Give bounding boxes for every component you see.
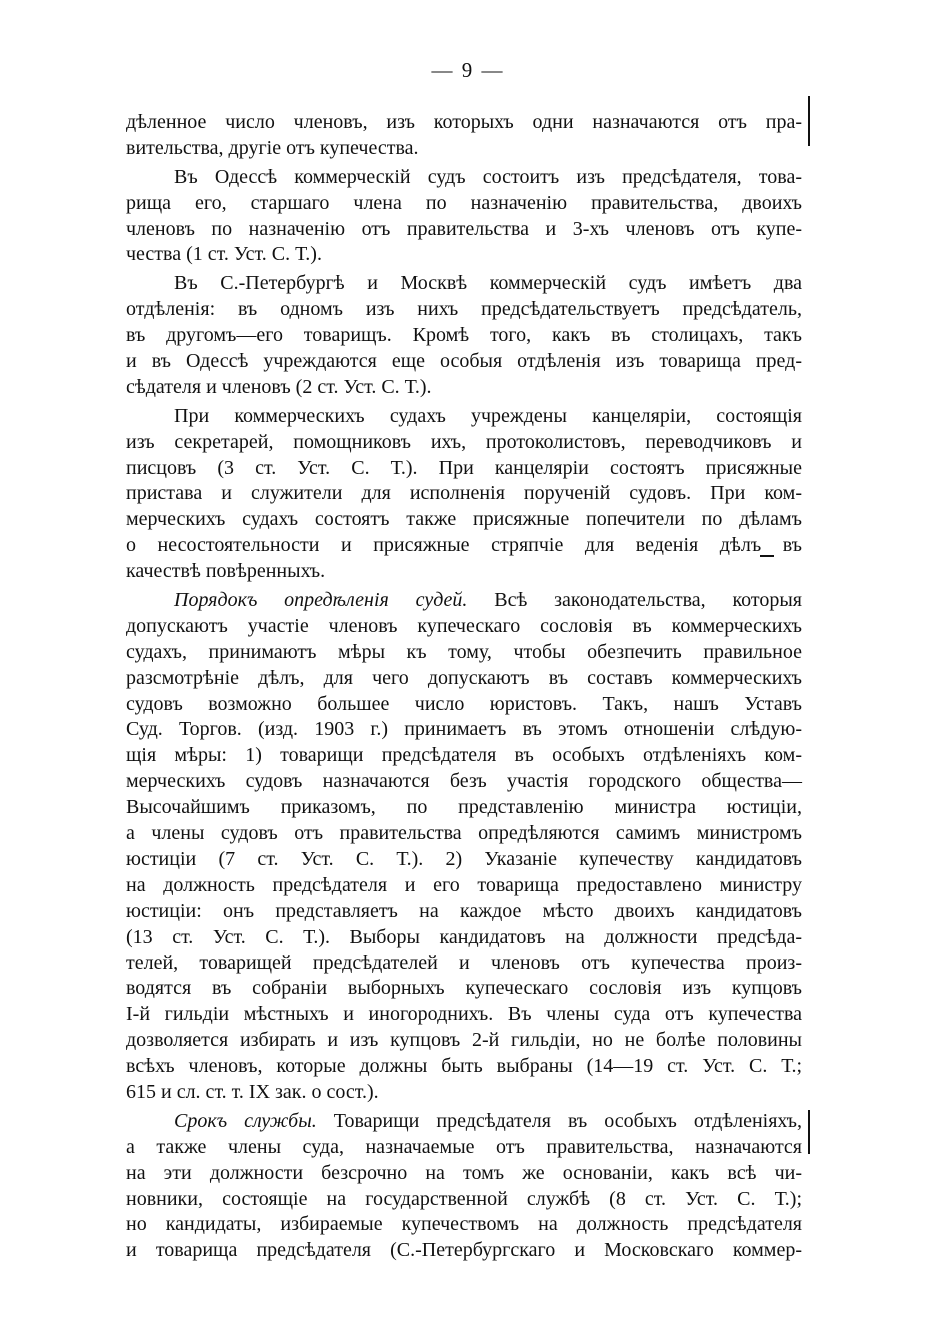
text-line: I-й гильдіи мѣстныхъ и иногороднихъ. Въ члены суда отъ купечества xyxy=(126,1003,802,1026)
paragraph-continuation xyxy=(126,110,802,162)
text-line: чества (1 ст. Уст. С. Т.). xyxy=(126,243,322,266)
margin-mark-top xyxy=(808,96,810,146)
text-line: о несостоятельности и присяжные стряпчіе для веденія дѣлъ въ xyxy=(126,534,802,557)
text-line: членовъ по назначенію отъ правительства и 3-хъ членовъ отъ купе- xyxy=(126,217,802,240)
paragraph-term-of-service xyxy=(126,1109,802,1264)
text-line: качествѣ повѣренныхъ. xyxy=(126,560,326,583)
text-line: а члены судовъ отъ правительства опредѣляются самимъ министромъ xyxy=(126,822,802,845)
text-line: Высочайшимъ приказомъ, по представленію министра юстиціи, xyxy=(126,796,802,819)
text-line: мерческихъ судовъ назначаются безъ участія городского общества— xyxy=(126,770,802,793)
text-line: юстиціи: онъ представляетъ на каждое мѣсто двоихъ кандидатовъ xyxy=(126,899,802,922)
text-line: Суд. Торгов. (изд. 1903 г.) принимаетъ въ этомъ отношеніи слѣдую- xyxy=(126,718,802,741)
text-line: а также члены суда, назначаемые отъ правительства, назначаются xyxy=(126,1135,802,1158)
text-line: рища его, старшаго члена по назначенію правительства, двоихъ xyxy=(126,191,802,214)
text-line: дозволяется избирать и изъ купцовъ 2-й гильдіи, но не болѣе половины xyxy=(126,1029,802,1052)
margin-mark-bottom xyxy=(808,1110,810,1154)
text-line: изъ секретарей, помощниковъ ихъ, протоколистовъ, переводчиковъ и xyxy=(126,430,802,453)
text-line: пристава и служители для исполненія порученій судовъ. При ком- xyxy=(126,482,802,505)
page-number: — 9 — xyxy=(431,58,505,82)
text-line: разсмотрѣніе дѣлъ, для чего допускаютъ въ составъ коммерческихъ xyxy=(126,666,802,689)
text-line: и товарища предсѣдателя (С.-Петербургскаго и Московскаго коммер- xyxy=(126,1239,802,1262)
text-line: Въ Одессѣ коммерческій судъ состоитъ изъ предсѣдателя, това- xyxy=(174,165,802,188)
text-line: Порядокъ опредѣленія судей. Всѣ законодательства, которыя xyxy=(174,589,802,612)
text-line: и въ Одессѣ учреждаются еще особыя отдѣленія изъ товарища пред- xyxy=(126,350,802,373)
text-line: телей, товарищей предсѣдателей и членовъ отъ купечества произ- xyxy=(126,951,802,974)
paragraph-capitals xyxy=(126,271,802,400)
text-line: на должность предсѣдателя и его товарища предоставлено министру xyxy=(126,873,802,896)
text-line: вительства, другіе отъ купечества. xyxy=(126,136,419,159)
text-line: судахъ, принимаютъ мѣры къ тому, чтобы обезпечить правильное xyxy=(126,640,802,663)
text-line: судовъ возможно большее число юристовъ. Такъ, нашъ Уставъ xyxy=(126,692,802,715)
paragraph-odessa xyxy=(126,165,802,269)
section-heading: Порядокъ опредѣленія судей. xyxy=(174,589,468,612)
text-line: юстиціи (7 ст. Уст. С. Т.). 2) Указаніе купечеству кандидатовъ xyxy=(126,847,802,870)
text-line: (13 ст. Уст. С. Т.). Выборы кандидатовъ на должности предсѣда- xyxy=(126,925,802,948)
text-line: мерческихъ судахъ состоятъ также присяжные попечители по дѣламъ xyxy=(126,508,802,531)
text-line: писцовъ (3 ст. Уст. С. Т.). При канцеляріи состоятъ присяжные xyxy=(126,456,802,479)
text-line: Срокъ службы. Товарищи предсѣдателя въ особыхъ отдѣленіяхъ, xyxy=(174,1109,803,1132)
text-line: новники, состоящіе на государственной службѣ (8 ст. Уст. С. Т.); xyxy=(126,1187,802,1210)
text-line: сѣдателя и членовъ (2 ст. Уст. С. Т.). xyxy=(126,375,432,398)
text-line: При коммерческихъ судахъ учреждены канцеляріи, состоящія xyxy=(174,404,802,427)
paragraph-judge-selection xyxy=(126,588,802,1106)
text-line: Въ С.-Петербургѣ и Москвѣ коммерческій судъ имѣетъ два xyxy=(174,272,802,295)
document-body xyxy=(126,110,802,1264)
text-line: щія мѣры: 1) товарищи предсѣдателя въ особыхъ отдѣленіяхъ ком- xyxy=(126,744,802,767)
text-line: отдѣленія: въ одномъ изъ нихъ предсѣдательствуетъ предсѣдатель, xyxy=(126,298,802,321)
text-line: 615 и сл. ст. т. IX зак. о сост.). xyxy=(126,1080,379,1103)
text-line: всѣхъ членовъ, которые должны быть выбраны (14—19 ст. Уст. С. Т.; xyxy=(126,1055,802,1078)
text-line: на эти должности безсрочно на томъ же основаніи, какъ всѣ чи- xyxy=(126,1161,802,1184)
section-heading: Срокъ службы. xyxy=(174,1109,317,1132)
text-line: но кандидаты, избираемые купечествомъ на должность предсѣдателя xyxy=(126,1213,802,1236)
paragraph-chancelleries xyxy=(126,404,802,585)
text-line: дѣленное число членовъ, изъ которыхъ одни назначаются отъ пра- xyxy=(126,111,802,133)
text-line: въ другомъ—его товарищъ. Кромѣ того, какъ въ столицахъ, такъ xyxy=(126,324,802,347)
text-line: допускаютъ участіе членовъ купеческаго сословія въ коммерческихъ xyxy=(126,614,802,637)
text-line: водятся въ собраніи выборныхъ купеческаго сословія изъ купцовъ xyxy=(126,977,802,1000)
